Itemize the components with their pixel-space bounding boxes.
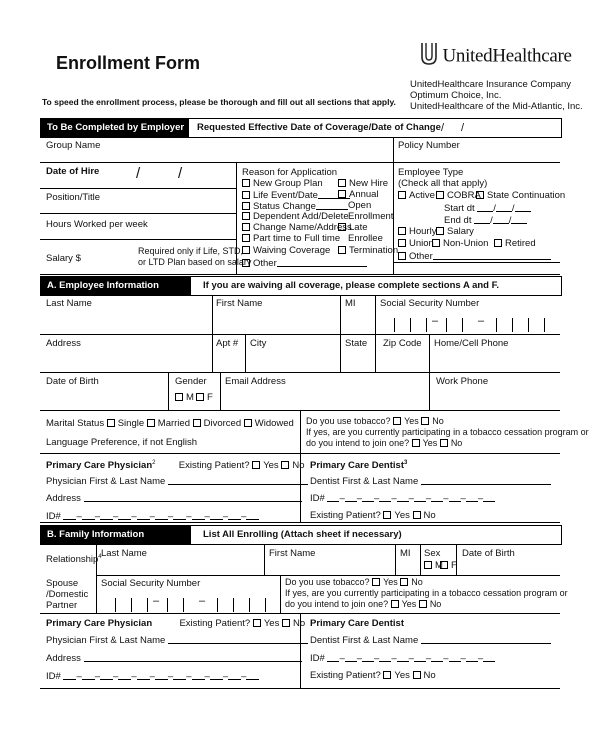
family-dentist-name-field[interactable]: Dentist First & Last Name [310,634,551,646]
last-name-field[interactable]: Last Name [46,298,92,309]
checkbox-icon [242,191,250,199]
dentist-name-field[interactable]: Dentist First & Last Name [310,475,551,487]
zip-field[interactable]: Zip Code [383,338,422,349]
reason-termination[interactable]: Termination [338,245,398,256]
employer-section-bar [40,118,562,138]
marital-single[interactable]: Single [107,418,144,429]
family-section-label: B. Family Information [41,526,191,544]
family-dentist-id-field[interactable]: ID# – – – – – – – – – [310,652,495,664]
family-tobacco-question: Do you use tobacco? Yes No [285,577,423,587]
ssn-label: Social Security Number [380,298,480,309]
family-pcp-existing-yes[interactable]: Yes [253,618,280,629]
family-cessation-yes[interactable]: Yes [391,599,417,609]
cessation-question-1: If yes, are you currently participating in a tobacco cessation program or [306,427,589,437]
date-of-hire-label: Date of Hire [46,166,100,177]
tobacco-no[interactable]: No [421,416,444,426]
dentist-id-field[interactable]: ID# – – – – – – – – – [310,492,495,504]
email-field[interactable]: Email Address [225,376,286,387]
pcp-row: Primary Care Physician$^2$ Existing Patient? Yes No [46,460,305,472]
family-last-name-field[interactable]: Last Name [101,548,147,559]
checkbox-icon [391,600,399,608]
emp-state-cont[interactable]: State Continuation [476,190,565,201]
company-line-3: UnitedHealthcare of the Mid-Atlantic, Inc. [410,101,583,112]
effective-date-label: Requested Effective Date of Coverage/Date of Change [197,122,441,133]
checkbox-icon [252,461,260,469]
address-field[interactable]: Address [46,338,81,349]
pcp-id-field[interactable]: ID# – – – – – – – – – – [46,510,259,522]
reason-part-time[interactable]: Part time to Full time [242,233,340,244]
spouse-label-2: /Domestic [46,589,89,600]
checkbox-icon [398,227,406,235]
family-sex-male[interactable]: M [424,560,443,571]
marital-divorced[interactable]: Divorced [193,418,242,429]
family-cessation-1: If yes, are you currently participating in a tobacco cessation program or [285,588,568,598]
spouse-label-1: Spouse [46,578,79,589]
reason-late-2: Enrollee [348,233,383,244]
checkbox-icon [413,671,421,679]
dentist-existing-yes[interactable]: Yes [383,510,410,521]
salary-note-2: or LTD Plan based on salary [138,257,252,267]
checkbox-icon [413,511,421,519]
family-tobacco-yes[interactable]: Yes [372,577,398,587]
cessation-question-2: do you intend to join one? Yes No [306,438,463,448]
company-line-2: Optimum Choice, Inc. [410,90,502,101]
checkbox-icon [196,393,204,401]
checkbox-icon [383,671,391,679]
relationship-label: Relationship$^4$ [46,554,102,566]
emp-retired[interactable]: Retired [494,238,536,249]
checkbox-icon [398,239,406,247]
effective-date-field[interactable]: / / [441,122,465,134]
checkbox-icon [242,223,250,231]
employer-section-label: To Be Completed by Employer [41,119,189,137]
reason-new-hire[interactable]: New Hire [338,178,388,189]
checkbox-icon [242,212,250,220]
family-section-bar [40,525,562,545]
checkbox-icon [147,419,155,427]
policy-number-field[interactable]: Policy Number [398,140,460,151]
checkbox-icon [476,191,484,199]
family-ssn-label: Social Security Number [101,578,201,589]
emp-nonunion[interactable]: Non-Union [432,238,488,249]
apt-field[interactable]: Apt # [216,338,239,349]
instruction-text: To speed the enrollment process, please be thorough and fill out all sections that apply. [42,97,396,107]
reason-change-name[interactable]: Change Name/Address [242,222,352,233]
cessation-yes[interactable]: Yes [412,438,438,448]
checkbox-icon [338,223,346,231]
pcp-existing-no[interactable]: No [281,460,304,471]
cessation-no[interactable]: No [440,438,463,448]
family-physician-name-field[interactable]: Physician First & Last Name [46,634,308,646]
dentist-existing-no[interactable]: No [413,510,436,521]
logo-mark-icon [420,42,438,71]
family-pcp-existing-no[interactable]: No [282,618,305,629]
employee-type-title: Employee Type [398,167,464,178]
tobacco-yes[interactable]: Yes [393,416,419,426]
page-title: Enrollment Form [56,53,201,73]
family-section-note: List All Enrolling (Attach sheet if necessary) [203,529,402,540]
emp-start-date[interactable]: Start dt / / [444,202,531,214]
checkbox-icon [282,619,290,627]
checkbox-icon [398,252,406,260]
family-pcp-id-field[interactable]: ID# – – – – – – – – – – [46,670,259,682]
group-name-field[interactable]: Group Name [46,140,101,151]
family-sex-female[interactable]: F [440,560,457,571]
position-title-field[interactable]: Position/Title [46,192,101,203]
emp-union[interactable]: Union [398,238,434,249]
family-pcp-title: Primary Care Physician [46,618,153,629]
state-field[interactable]: State [345,338,368,349]
reason-life-event[interactable]: Life Event/Date [242,189,350,201]
checkbox-icon [242,234,250,242]
checkbox-icon [253,619,261,627]
reason-status-change[interactable]: Status Change [242,200,348,212]
emp-salary[interactable]: Salary [436,226,474,237]
salary-field[interactable]: Salary $ [46,253,81,264]
work-phone-field[interactable]: Work Phone [436,376,489,387]
physician-name-field[interactable]: Physician First & Last Name [46,475,308,487]
dentist-existing: Existing Patient? Yes No [310,510,436,521]
family-first-name-field[interactable]: First Name [269,548,316,559]
checkbox-icon [419,600,427,608]
salary-note-1: Required only if Life, STD, [138,246,244,256]
gender-female[interactable]: F [196,392,213,403]
checkbox-icon [338,246,346,254]
checkbox-icon [393,417,401,425]
family-pcp-address-field[interactable]: Address [46,652,302,664]
checkbox-icon [244,419,252,427]
reason-annual[interactable]: Annual [338,189,379,200]
emp-other[interactable]: Other [398,250,551,262]
reason-open-2: Enrollment [348,211,394,222]
checkbox-icon [107,419,115,427]
tobacco-question: Do you use tobacco? Yes No [306,416,444,426]
marital-married[interactable]: Married [147,418,190,429]
first-name-field[interactable]: First Name [216,298,263,309]
logo-text: UnitedHealthcare [442,45,572,67]
language-field[interactable]: Language Preference, if not English [46,437,198,448]
reason-open-1: Open [348,200,372,211]
checkbox-icon [193,419,201,427]
employee-section-note: If you are waiving all coverage, please complete sections A and F. [203,280,500,291]
pcp-title: Primary Care Physician [46,460,153,472]
logo [420,42,572,71]
checkbox-icon [372,578,380,586]
checkbox-icon [494,239,502,247]
family-ssn-field[interactable]: – – [101,592,277,612]
checkbox-icon [436,227,444,235]
checkbox-icon [242,246,250,254]
checkbox-icon [242,179,250,187]
checkbox-icon [400,578,408,586]
reason-new-group[interactable]: New Group Plan [242,178,323,189]
date-of-hire-field[interactable]: / / [136,165,183,182]
checkbox-icon [398,191,406,199]
city-field[interactable]: City [250,338,267,349]
marital-status: Marital Status Single Married Divorced Widowed [46,418,294,429]
mi-field[interactable]: MI [345,298,356,309]
gender-male[interactable]: M [175,392,194,403]
reason-waiving[interactable]: Waiving Coverage [242,245,330,256]
emp-cobra[interactable]: COBRA [436,190,481,201]
family-pcd-title: Primary Care Dentist [310,618,404,629]
marital-widowed[interactable]: Widowed [244,418,294,429]
family-mi-field[interactable]: MI [400,548,411,559]
checkbox-icon [383,511,391,519]
employee-section-bar [40,276,562,296]
family-dob-field[interactable]: Date of Birth [462,548,515,559]
checkbox-icon [440,439,448,447]
checkbox-icon [338,190,346,198]
company-line-1: UnitedHealthcare Insurance Company [410,79,572,90]
reason-other[interactable]: Other [242,257,367,269]
dob-field[interactable]: Date of Birth [46,376,99,387]
checkbox-icon [424,561,432,569]
family-cessation-2: do you intend to join one? Yes No [285,599,442,609]
checkbox-icon [436,191,444,199]
checkbox-icon [281,461,289,469]
family-pcp-row: Primary Care Physician Existing Patient? Yes No [46,618,306,629]
emp-hourly[interactable]: Hourly [398,226,436,237]
family-tobacco-no[interactable]: No [400,577,423,587]
family-dentist-existing-yes[interactable]: Yes [383,670,410,681]
reason-dependent[interactable]: Dependent Add/Delete [242,211,349,222]
pcp-existing-yes[interactable]: Yes [252,460,279,471]
emp-active[interactable]: Active [398,190,435,201]
family-dentist-existing-no[interactable]: No [413,670,436,681]
pcp-address-field[interactable]: Address [46,492,302,504]
hours-worked-field[interactable]: Hours Worked per week [46,219,148,230]
gender-label: Gender [175,376,207,387]
checkbox-icon [412,439,420,447]
employee-section-label: A. Employee Information [41,277,191,295]
family-sex-label: Sex [424,548,441,559]
checkbox-icon [432,239,440,247]
employee-type-sub: (Check all that apply) [398,178,488,189]
emp-end-date[interactable]: End dt / / [444,214,527,226]
checkbox-icon [242,202,250,210]
checkbox-icon [242,259,250,267]
reason-late[interactable]: Late [338,222,368,233]
checkbox-icon [421,417,429,425]
family-cessation-no[interactable]: No [419,599,442,609]
home-phone-field[interactable]: Home/Cell Phone [434,338,509,349]
checkbox-icon [440,561,448,569]
family-dentist-existing: Existing Patient? Yes No [310,670,436,681]
reason-title: Reason for Application [242,167,338,178]
pcd-title: Primary Care Dentist$^3$ [310,460,408,472]
checkbox-icon [338,179,346,187]
ssn-field[interactable]: – – [380,312,558,332]
checkbox-icon [175,393,183,401]
spouse-label-3: Partner [46,600,78,611]
